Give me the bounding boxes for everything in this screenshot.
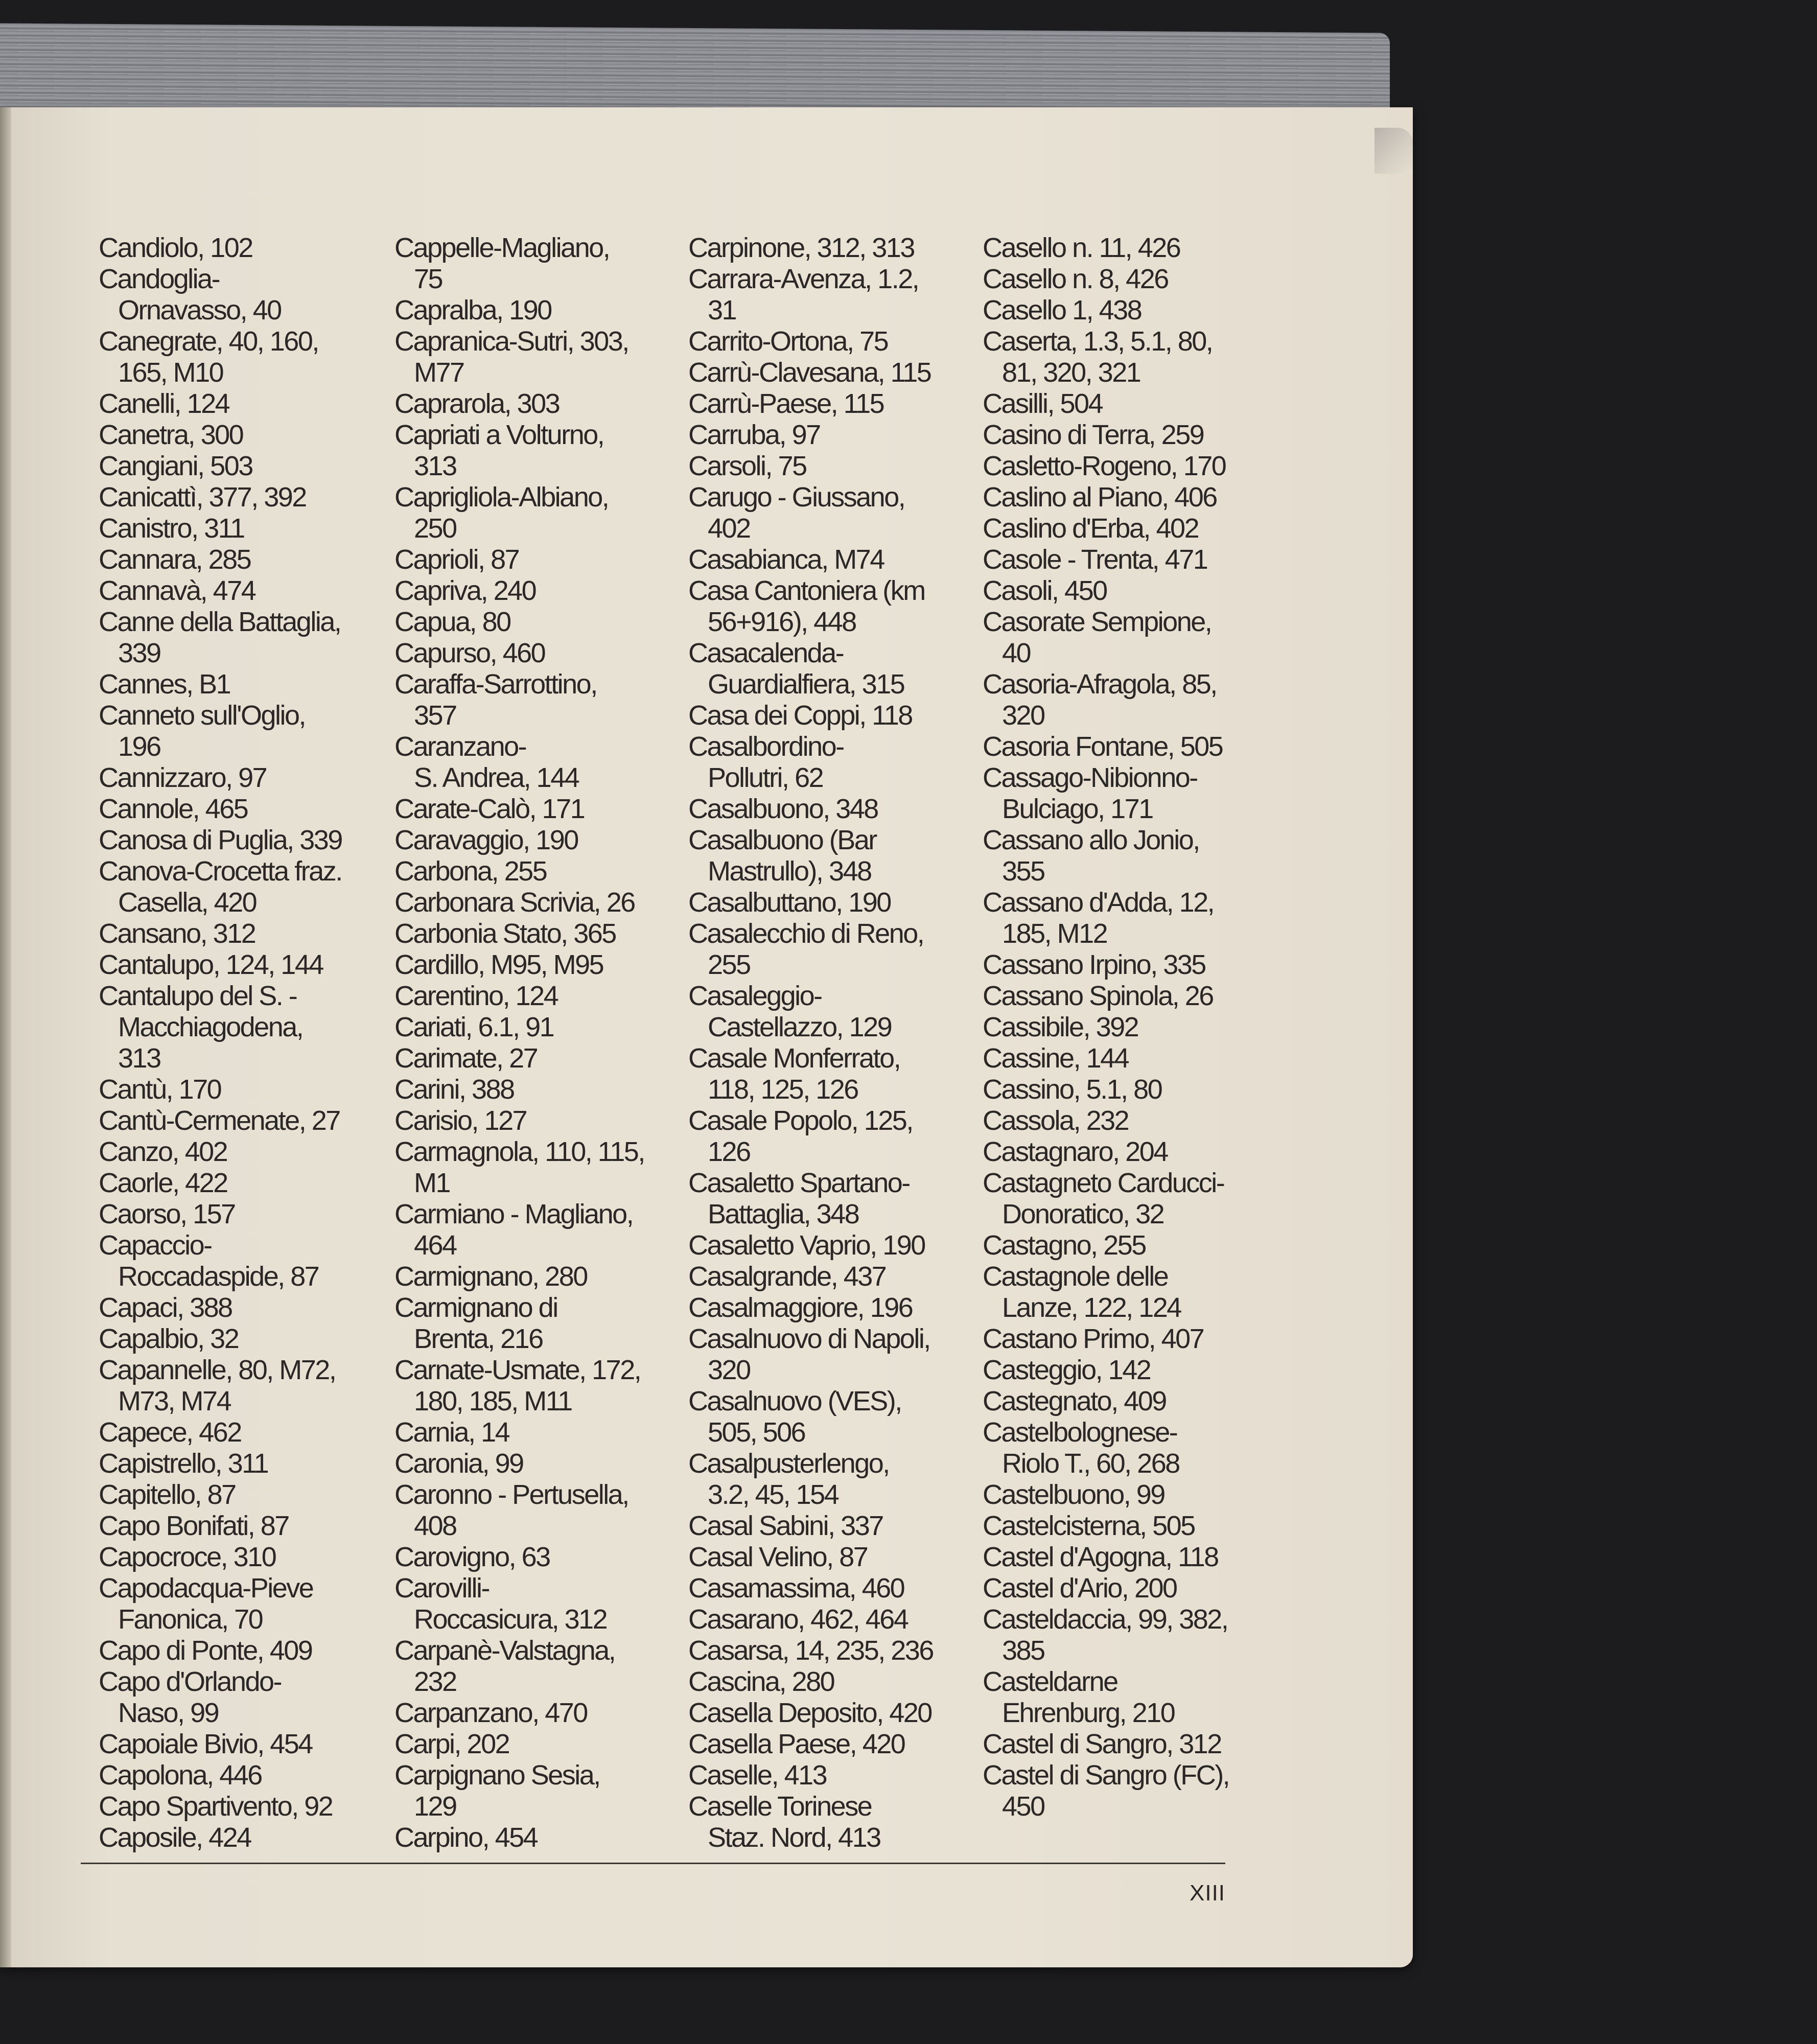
- index-entry: Cassino, 5.1, 80: [983, 1074, 1162, 1105]
- index-entry: Canetra, 300: [99, 420, 243, 450]
- index-entry: Castelbolognese-: [983, 1417, 1177, 1448]
- index-entry: Capistrello, 311: [99, 1448, 268, 1479]
- index-entry: Mastrullo), 348: [708, 856, 871, 887]
- index-entry: Carpino, 454: [394, 1822, 538, 1853]
- index-entry: 464: [414, 1230, 456, 1261]
- index-entry: Casacalenda-: [688, 638, 844, 668]
- page-corner-fold: [1375, 128, 1413, 174]
- index-entry: Capo di Ponte, 409: [99, 1635, 312, 1666]
- index-entry: Casello n. 11, 426: [983, 233, 1180, 263]
- index-entry: Carbonia Stato, 365: [394, 918, 616, 949]
- index-entry: 232: [414, 1666, 456, 1697]
- index-entry: 185, M12: [1002, 918, 1107, 949]
- index-entry: Donoratico, 32: [1002, 1199, 1164, 1229]
- index-entry: Casamassima, 460: [688, 1573, 904, 1604]
- index-entry: Casaleggio-: [688, 981, 822, 1011]
- index-entry: Guardialfiera, 315: [708, 669, 904, 700]
- index-entry: Casteggio, 142: [983, 1355, 1151, 1385]
- index-entry: Battaglia, 348: [708, 1199, 859, 1229]
- index-entry: Roccadaspide, 87: [118, 1261, 319, 1292]
- index-entry: 180, 185, M11: [414, 1386, 572, 1416]
- index-entry: Casaletto Spartano-: [688, 1168, 910, 1198]
- index-entry: Casalbordino-: [688, 731, 844, 762]
- index-entry: Casello n. 8, 426: [983, 264, 1168, 294]
- index-entry: Casella Deposito, 420: [688, 1698, 931, 1728]
- index-entry: Capriati a Volturno,: [394, 420, 604, 450]
- index-entry: Canosa di Puglia, 339: [99, 825, 342, 855]
- index-entry: Candoglia-: [99, 264, 220, 294]
- index-entry: Casalmaggiore, 196: [688, 1292, 913, 1323]
- index-entry: 450: [1002, 1791, 1044, 1822]
- index-entry: Castelbuono, 99: [983, 1479, 1164, 1510]
- index-entry: Casalecchio di Reno,: [688, 918, 924, 949]
- index-entry: 402: [708, 513, 750, 544]
- index-entry: 313: [118, 1043, 160, 1074]
- index-column-3: [688, 233, 974, 1853]
- index-entry: Carimate, 27: [394, 1043, 538, 1074]
- index-entry: Carovigno, 63: [394, 1542, 550, 1572]
- index-entry: Castel di Sangro (FC),: [983, 1760, 1229, 1791]
- index-entry: 196: [118, 731, 160, 762]
- index-entry: Carentino, 124: [394, 981, 558, 1011]
- index-entry: Carugo - Giussano,: [688, 482, 905, 513]
- index-entry: Casale Popolo, 125,: [688, 1105, 913, 1136]
- index-entry: Capriva, 240: [394, 575, 536, 606]
- index-entry: Canicattì, 377, 392: [99, 482, 306, 513]
- index-entry: Lanze, 122, 124: [1002, 1292, 1181, 1323]
- book-spine: [0, 107, 11, 1967]
- index-entry: 408: [414, 1511, 456, 1541]
- index-entry: Cannara, 285: [99, 544, 251, 575]
- index-entry: Capannelle, 80, M72,: [99, 1355, 336, 1385]
- index-entry: Casorate Sempione,: [983, 607, 1212, 637]
- index-entry: Cassano Irpino, 335: [983, 949, 1205, 980]
- index-entry: Carbonara Scrivia, 26: [394, 887, 635, 918]
- index-entry: 505, 506: [708, 1417, 805, 1448]
- index-entry: Riolo T., 60, 268: [1002, 1448, 1179, 1479]
- index-entry: Castel d'Agogna, 118: [983, 1542, 1218, 1572]
- index-entry: Casal Sabini, 337: [688, 1511, 883, 1541]
- index-entry: Casale Monferrato,: [688, 1043, 900, 1074]
- index-entry: Casino di Terra, 259: [983, 420, 1204, 450]
- index-entry: S. Andrea, 144: [414, 762, 579, 793]
- index-entry: Casoli, 450: [983, 575, 1107, 606]
- index-entry: Capaccio-: [99, 1230, 212, 1261]
- index-entry: Caprarola, 303: [394, 388, 560, 419]
- index-entry: Cascina, 280: [688, 1666, 834, 1697]
- index-entry: Casalpusterlengo,: [688, 1448, 889, 1479]
- index-entry: Cardillo, M95, M95: [394, 949, 603, 980]
- index-entry: Carpignano Sesia,: [394, 1760, 600, 1791]
- index-entry: Carrù-Paese, 115: [688, 388, 884, 419]
- index-entry: Capranica-Sutri, 303,: [394, 326, 628, 357]
- index-entry: Casella Paese, 420: [688, 1729, 905, 1759]
- index-entry: Cariati, 6.1, 91: [394, 1012, 554, 1042]
- index-entry: Caprigliola-Albiano,: [394, 482, 609, 513]
- index-entry: 320: [1002, 700, 1044, 731]
- index-entry: Capo Spartivento, 92: [99, 1791, 333, 1822]
- index-entry: Cannizzaro, 97: [99, 762, 267, 793]
- index-entry: Carpanzano, 470: [394, 1698, 587, 1728]
- index-entry: 31: [708, 295, 736, 326]
- index-entry: Capo Bonifati, 87: [99, 1511, 289, 1541]
- index-entry: 385: [1002, 1635, 1044, 1666]
- index-entry: Casalbuono, 348: [688, 794, 878, 824]
- index-entry: Casello 1, 438: [983, 295, 1142, 326]
- index-entry: Fanonica, 70: [118, 1604, 263, 1635]
- index-entry: Caraffa-Sarrottino,: [394, 669, 597, 700]
- index-entry: Cantalupo, 124, 144: [99, 949, 323, 980]
- index-entry: Capo d'Orlando-: [99, 1666, 282, 1697]
- index-entry: 81, 320, 321: [1002, 357, 1140, 388]
- index-entry: Castano Primo, 407: [983, 1323, 1204, 1354]
- index-column-1: [99, 233, 385, 1853]
- index-entry: Casteldarne: [983, 1666, 1117, 1697]
- index-entry: Carmagnola, 110, 115,: [394, 1136, 644, 1167]
- index-entry: Canneto sull'Oglio,: [99, 700, 306, 731]
- index-entry: Capocroce, 310: [99, 1542, 276, 1572]
- index-entry: Staz. Nord, 413: [708, 1822, 880, 1853]
- index-entry: Caposile, 424: [99, 1822, 251, 1853]
- index-entry: Cannavà, 474: [99, 575, 255, 606]
- index-entry: Carnate-Usmate, 172,: [394, 1355, 641, 1385]
- index-entry: Caronia, 99: [394, 1448, 523, 1479]
- index-entry: Casteldaccia, 99, 382,: [983, 1604, 1228, 1635]
- index-column-2: [394, 233, 681, 1853]
- index-entry: Canegrate, 40, 160,: [99, 326, 318, 357]
- index-entry: Cassano Spinola, 26: [983, 981, 1213, 1011]
- index-entry: Carpanè-Valstagna,: [394, 1635, 615, 1666]
- index-entry: Naso, 99: [118, 1698, 219, 1728]
- index-entry: M1: [414, 1168, 450, 1198]
- index-entry: 118, 125, 126: [708, 1074, 858, 1105]
- index-entry: Capurso, 460: [394, 638, 545, 668]
- bottom-rule: [81, 1863, 1225, 1864]
- index-entry: Cansano, 312: [99, 918, 255, 949]
- index-entry: M77: [414, 357, 464, 388]
- index-entry: Cangiani, 503: [99, 451, 252, 481]
- index-entry: 255: [708, 949, 750, 980]
- index-entry: Casalnuovo (VES),: [688, 1386, 901, 1416]
- index-entry: Casaletto Vaprio, 190: [688, 1230, 925, 1261]
- index-entry: Carsoli, 75: [688, 451, 806, 481]
- index-entry: 165, M10: [118, 357, 223, 388]
- index-entry: Carnia, 14: [394, 1417, 509, 1448]
- index-entry: Cassine, 144: [983, 1043, 1129, 1074]
- index-entry: Cannes, B1: [99, 669, 230, 700]
- index-entry: Casalbuttano, 190: [688, 887, 891, 918]
- index-entry: Cassago-Nibionno-: [983, 762, 1197, 793]
- index-entry: 320: [708, 1355, 750, 1385]
- index-entry: Casoria Fontane, 505: [983, 731, 1223, 762]
- index-entry: Caronno - Pertusella,: [394, 1479, 628, 1510]
- index-entry: Casalgrande, 437: [688, 1261, 886, 1292]
- index-entry: Cantù-Cermenate, 27: [99, 1105, 340, 1136]
- index-entry: 250: [414, 513, 456, 544]
- index-entry: Casal Velino, 87: [688, 1542, 868, 1572]
- index-entry: Castagno, 255: [983, 1230, 1146, 1261]
- index-entry: Castegnato, 409: [983, 1386, 1166, 1416]
- index-entry: Castel d'Ario, 200: [983, 1573, 1177, 1604]
- index-entry: Caranzano-: [394, 731, 526, 762]
- index-entry: Casella, 420: [118, 887, 257, 918]
- index-entry: Carisio, 127: [394, 1105, 527, 1136]
- index-entry: Cannole, 465: [99, 794, 248, 824]
- index-entry: Ornavasso, 40: [118, 295, 281, 326]
- index-entry: Canne della Battaglia,: [99, 607, 341, 637]
- index-entry: Carpinone, 312, 313: [688, 233, 914, 263]
- index-entry: Caselle Torinese: [688, 1791, 872, 1822]
- index-entry: Cantalupo del S. -: [99, 981, 297, 1011]
- index-entry: Caslino al Piano, 406: [983, 482, 1217, 513]
- index-entry: Capalbio, 32: [99, 1323, 239, 1354]
- index-entry: Caprioli, 87: [394, 544, 519, 575]
- index-entry: Cassola, 232: [983, 1105, 1129, 1136]
- index-entry: Capralba, 190: [394, 295, 551, 326]
- index-entry: 126: [708, 1136, 750, 1167]
- index-entry: Carrito-Ortona, 75: [688, 326, 888, 357]
- index-entry: Ehrenburg, 210: [1002, 1698, 1175, 1728]
- index-entry: Casa dei Coppi, 118: [688, 700, 912, 731]
- index-entry: Caselle, 413: [688, 1760, 827, 1791]
- index-entry: 40: [1002, 638, 1031, 668]
- index-entry: Pollutri, 62: [708, 762, 823, 793]
- index-entry: Carini, 388: [394, 1074, 514, 1105]
- index-entry: Canelli, 124: [99, 388, 229, 419]
- index-entry: Caslino d'Erba, 402: [983, 513, 1199, 544]
- index-entry: Casabianca, M74: [688, 544, 884, 575]
- page-number: XIII: [1190, 1880, 1226, 1906]
- index-entry: Capolona, 446: [99, 1760, 262, 1791]
- index-column-4: [983, 233, 1269, 1822]
- index-entry: 129: [414, 1791, 456, 1822]
- index-entry: Carovilli-: [394, 1573, 490, 1604]
- index-entry: Caorle, 422: [99, 1168, 227, 1198]
- index-entry: Capua, 80: [394, 607, 510, 637]
- index-entry: Cassano d'Adda, 12,: [983, 887, 1214, 918]
- index-entry: Cappelle-Magliano,: [394, 233, 610, 263]
- index-entry: Caravaggio, 190: [394, 825, 578, 855]
- index-entry: Macchiagodena,: [118, 1012, 303, 1042]
- index-entry: Capodacqua-Pieve: [99, 1573, 313, 1604]
- index-entry: 355: [1002, 856, 1044, 887]
- index-entry: 357: [414, 700, 456, 731]
- index-entry: Canzo, 402: [99, 1136, 227, 1167]
- index-entry: Roccasicura, 312: [414, 1604, 607, 1635]
- index-entry: Carmignano di: [394, 1292, 557, 1323]
- index-entry: Castagnaro, 204: [983, 1136, 1168, 1167]
- index-entry: Carrara-Avenza, 1.2,: [688, 264, 919, 294]
- index-entry: Casarano, 462, 464: [688, 1604, 908, 1635]
- index-entry: Castagneto Carducci-: [983, 1168, 1224, 1198]
- index-entry: Canistro, 311: [99, 513, 244, 544]
- index-entry: Castelcisterna, 505: [983, 1511, 1195, 1541]
- index-entry: Cantù, 170: [99, 1074, 221, 1105]
- index-entry: Casa Cantoniera (km: [688, 575, 925, 606]
- index-entry: Carpi, 202: [394, 1729, 509, 1759]
- index-entry: Canova-Crocetta fraz.: [99, 856, 342, 887]
- index-entry: Casarsa, 14, 235, 236: [688, 1635, 933, 1666]
- index-entry: Carmignano, 280: [394, 1261, 587, 1292]
- index-entry: Carruba, 97: [688, 420, 820, 450]
- index-entry: Cassibile, 392: [983, 1012, 1138, 1042]
- index-entry: 56+916), 448: [708, 607, 856, 637]
- index-entry: Capoiale Bivio, 454: [99, 1729, 312, 1759]
- index-entry: Bulciago, 171: [1002, 794, 1153, 824]
- index-entry: Carrù-Clavesana, 115: [688, 357, 931, 388]
- index-entry: Cassano allo Jonio,: [983, 825, 1199, 855]
- index-entry: 313: [414, 451, 456, 481]
- index-entry: Carbona, 255: [394, 856, 547, 887]
- index-entry: Capece, 462: [99, 1417, 241, 1448]
- index-entry: Castel di Sangro, 312: [983, 1729, 1221, 1759]
- index-entry: 75: [414, 264, 442, 294]
- index-entry: Casalbuono (Bar: [688, 825, 876, 855]
- index-entry: Caorso, 157: [99, 1199, 235, 1229]
- index-entry: 3.2, 45, 154: [708, 1479, 838, 1510]
- index-entry: Candiolo, 102: [99, 233, 252, 263]
- index-entry: Capitello, 87: [99, 1479, 236, 1510]
- index-entry: Casalnuovo di Napoli,: [688, 1323, 930, 1354]
- index-entry: Castagnole delle: [983, 1261, 1168, 1292]
- index-entry: Casoria-Afragola, 85,: [983, 669, 1217, 700]
- index-entry: Casole - Trenta, 471: [983, 544, 1207, 575]
- index-entry: Carate-Calò, 171: [394, 794, 585, 824]
- index-entry: Carmiano - Magliano,: [394, 1199, 633, 1229]
- index-entry: Castellazzo, 129: [708, 1012, 892, 1042]
- index-entry: 339: [118, 638, 160, 668]
- index-entry: M73, M74: [118, 1386, 231, 1416]
- index-entry: Brenta, 216: [414, 1323, 543, 1354]
- index-entry: Casilli, 504: [983, 388, 1103, 419]
- index-entry: Capaci, 388: [99, 1292, 232, 1323]
- index-entry: Caserta, 1.3, 5.1, 80,: [983, 326, 1213, 357]
- index-entry: Casletto-Rogeno, 170: [983, 451, 1226, 481]
